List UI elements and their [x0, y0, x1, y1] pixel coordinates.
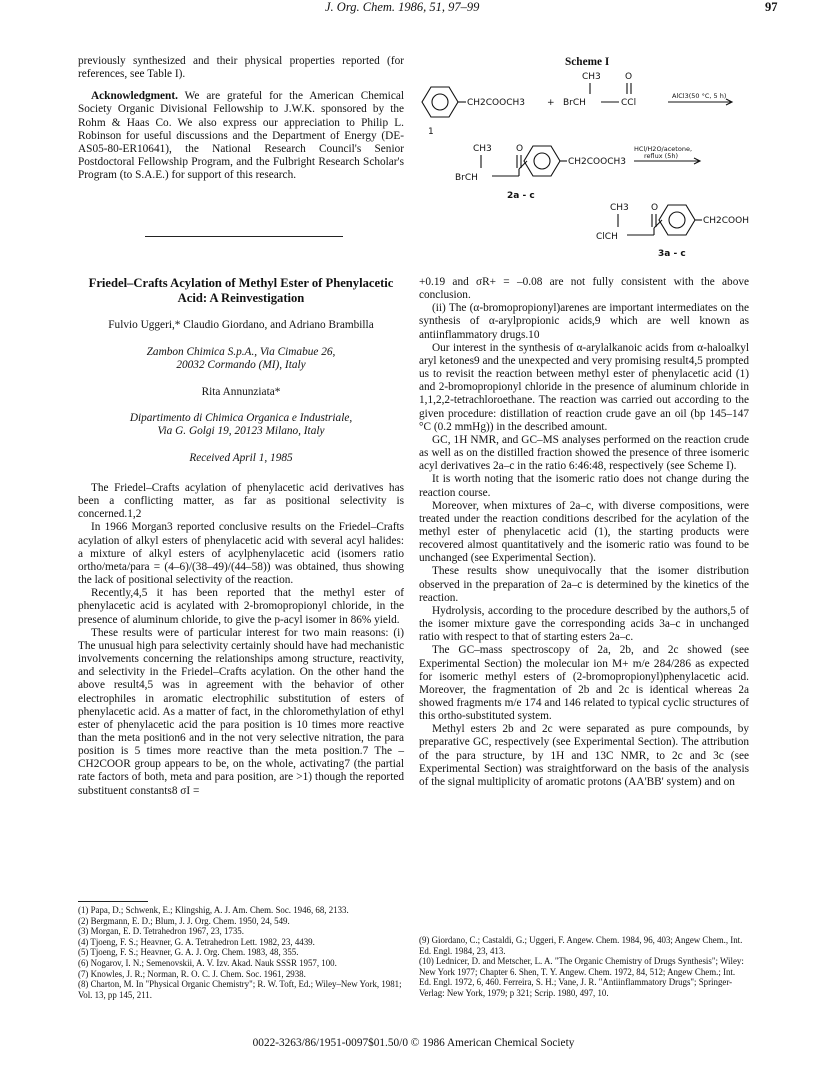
- paragraph: +0.19 and σR+ = –0.08 are not fully consistent with the above conclusion.: [419, 276, 749, 302]
- paragraph: Our interest in the synthesis of α-arylalkanoic acids from α-haloalkyl aryl ketones9 and the unexpected and very promising result4,5 prompted us to revisit the reaction between methyl ester of phenylacetic acid (1) and 2-bromopropionyl chloride in the presence of aluminum chloride in 1,1,2,2-tetrachloroethane. The reaction was carried out according to the given procedure: distillation of reaction crude gave an oil (bp 145–147 °C (0.2 mmHg)) in the described amount.: [419, 341, 749, 433]
- authors: Fulvio Uggeri,* Claudio Giordano, and Adriano Brambilla: [108, 319, 374, 331]
- previous-article-end: [78, 55, 404, 182]
- ester-group-1: CH2COOCH3: [467, 98, 526, 108]
- reference: (10) Lednicer, D. and Metscher, L. A. "The Organic Chemistry of Drugs Synthesis"; Wiley: New York 1977; Chapter 6. Shen, T. Y. Angew. Chem. 1972, 84, 512; Angew Chem.; Int. Ed. Engl. 1972, 6, 460. Ferreira, S. H.; Vane, J. R. "Antiinflammatory Drugs"; Springer-Verlag: New York, 1979; p 321; Scrip. 1980, 497, 10.: [419, 956, 744, 998]
- affiliation-2-line-2: Via G. Golgi 19, 20123 Milano, Italy: [157, 425, 325, 437]
- benzene-ring-1: [422, 87, 458, 117]
- paragraph: Moreover, when mixtures of 2a–c, with diverse compositions, were treated under the reaction conditions described for the acylation of the methyl ester of phenylacetic acid (1), the starting products were recovered almost quantitatively and the isomeric ratio was found to be unchanged (see Experimental Section).: [419, 499, 749, 565]
- acknowledgment: [78, 90, 404, 182]
- acknowledgment-label: Acknowledgment.: [91, 90, 178, 103]
- paragraph: In 1966 Morgan3 reported conclusive results on the Friedel–Crafts acylation of alkyl esters of phenylacetic acid with several acyl halides: a mixture of alkyl esters of acylphenylacetic acid (isomers ratio ortho/meta/para = (4–6)/(38–49)/(44–58)) was obtained, thus showing the lack of positional selectivity of the reaction.: [78, 521, 404, 587]
- reference: (8) Charton, M. In "Physical Organic Chemistry"; R. W. Toft, Ed.; Wiley–New York, 1981; Vol. 13, pp 145, 211.: [78, 979, 402, 1000]
- reference: (3) Morgan, E. D. Tetrahedron 1967, 23, 1735.: [78, 926, 244, 937]
- journal-citation: J. Org. Chem. 1986, 51, 97–99: [325, 0, 480, 14]
- footnote-rule: [78, 901, 148, 902]
- reaction-scheme: [420, 66, 760, 270]
- paragraph: GC, 1H NMR, and GC–MS analyses performed on the reaction crude as well as on the distilled fraction showed the presence of three isomeric acyl derivatives 2a–c in the ratio 6:46:48, respectively (see Scheme I).: [419, 433, 749, 473]
- affiliation-1-line-2: 20032 Cormando (MI), Italy: [176, 359, 306, 371]
- benzene-ring-3: [659, 205, 695, 235]
- paragraph: The Friedel–Crafts acylation of phenylacetic acid derivatives has been a conflicting matter, as far as positional selectivity is concerned.1,2: [78, 482, 404, 521]
- acid-group: CH2COOH: [703, 216, 749, 226]
- reference: (7) Knowles, J. R.; Norman, R. O. C. J. Chem. Soc. 1961, 2938.: [78, 968, 306, 979]
- compound-label-1: 1: [428, 127, 434, 137]
- methyl-label-2: CH3: [473, 144, 492, 154]
- paragraph: It is worth noting that the isomeric ratio does not change during the reaction course.: [419, 473, 749, 499]
- clch-label: ClCH: [596, 232, 618, 242]
- scheme-title: Scheme I: [565, 56, 610, 68]
- body-left-column: [78, 482, 404, 798]
- reference: (1) Papa, D.; Schwenk, E.; Klingshig, A. J. Am. Chem. Soc. 1946, 68, 2133.: [78, 905, 349, 915]
- compound-label-3: 3a - c: [658, 249, 686, 259]
- paragraph: Recently,4,5 it has been reported that the methyl ester of phenylacetic acid is acylated with 2-bromopropionyl chloride, in the presence of aluminum chloride, to give the p-acyl isomer in 86% yield.: [78, 587, 404, 626]
- methyl-label-1: CH3: [582, 72, 601, 82]
- reference: (9) Giordano, C.; Castaldi, G.; Uggeri, F. Angew. Chem. 1984, 96, 403; Angew Chem., Int. Ed. Engl. 1984, 23, 413.: [419, 935, 743, 956]
- affiliation-1-line-1: Zambon Chimica S.p.A., Via Cimabue 26,: [146, 346, 336, 358]
- reference: (4) Tjoeng, F. S.; Heavner, G. A. Tetrahedron Lett. 1982, 23, 4439.: [78, 936, 315, 947]
- benzene-ring-2: [524, 146, 560, 176]
- ccl-label: CCl: [621, 98, 637, 108]
- reference: (5) Tjoeng, F. S.; Heavner, G. A. J. Org. Chem. 1983, 48, 355.: [78, 947, 299, 958]
- oxygen-label-1: O: [625, 72, 633, 82]
- paragraph: (ii) The (α-bromopropionyl)arenes are important intermediates on the synthesis of α-arylpropionic acids,9 which are well known as antiinflammatory drugs.10: [419, 302, 749, 341]
- brch-label: BrCH: [455, 173, 478, 183]
- paragraph: These results were of particular interest for two main reasons: (i) The unusual high para selectivity certainly should have had mechanistic involvements concerning the relationships among structure, reactivity, and selectivity in the Friedel–Crafts acylation. On the other hand the above result4,5 was in agreement with the behavior of other electrophiles in aromatic electrophilic substitution of esters of phenylacetic acid. As a matter of fact, in the chloromethylation of ethyl ester of phenylacetic acid the para position is 10 times more reactive than the meta position6 and in the not very selective nitration, the para position is 5 times more reactive than the meta position.7 The –CH2COOR group appears to be, on the whole, activating7 (the partial rate factors of both, meta and para position, are >1) though the reported substituent constants8 σI =: [78, 626, 404, 797]
- methyl-label-3: CH3: [610, 203, 629, 213]
- plus-sign: +: [547, 98, 555, 108]
- reaction-condition-2b: reflux (5h): [644, 152, 678, 160]
- aromatic-circle-3: [669, 212, 685, 228]
- reaction-condition-1: AlCl3(50 °C, 5 h): [672, 92, 727, 100]
- page-footer: 0022-3263/86/1951-0097$01.50/0 © 1986 American Chemical Society: [252, 1037, 575, 1049]
- affiliation-2-line-1: Dipartimento di Chimica Organica e Industriale,: [129, 412, 353, 424]
- previous-article-text: previously synthesized and their physical properties reported (for references, see Table I).: [78, 55, 404, 81]
- references-right: [419, 935, 749, 999]
- reference: (6) Nogarov, I. N.; Semenovskii, A. V. Izv. Akad. Nauk SSSR 1957, 100.: [78, 957, 337, 968]
- acknowledgment-text: We are grateful for the American Chemical Society Organic Divisional Fellowship to J.W.K. sponsored by the Rohm & Haas Co. We also express our appreciation to Philip L. Robinson for useful discussions and the Department of Energy (DE-AS05-80-ER10641), the National Research Council's Senior Postdoctoral Fellowship Program, and the Fulbright Research Scholar's Program (to S.A.E.) for support of this research.: [78, 90, 404, 182]
- ester-group-2: CH2COOCH3: [568, 157, 627, 167]
- body-right-column: [419, 276, 749, 789]
- compound-label-2: 2a - c: [507, 191, 535, 201]
- oxygen-label-2: O: [516, 144, 524, 154]
- article-separator: [145, 236, 343, 237]
- aromatic-circle-1: [432, 94, 448, 110]
- bromopropionyl-chloride: BrCH: [563, 98, 586, 108]
- page-number: 97: [765, 0, 778, 14]
- article-title: Friedel–Crafts Acylation of Methyl Ester of Phenylacetic Acid: A Reinvestigation: [88, 276, 394, 305]
- aromatic-circle-2: [534, 153, 550, 169]
- references-left: [78, 905, 404, 1000]
- paragraph: Hydrolysis, according to the procedure described by the authors,5 of the isomer mixture gave the corresponding acids 3a–c in unchanged ratio with respect to that of starting esters 2a–c.: [419, 604, 749, 644]
- received-date: Received April 1, 1985: [189, 452, 293, 464]
- paragraph: These results show unequivocally that the isomer distribution observed in the preparation of 2a–c is determined by the kinetics of the reaction.: [419, 565, 749, 604]
- author-2: Rita Annunziata*: [201, 386, 281, 398]
- page-header: [0, 0, 827, 20]
- reaction-condition-2a: HCl/H2O/acetone,: [634, 145, 693, 153]
- oxygen-label-3: O: [651, 203, 659, 213]
- paragraph: The GC–mass spectroscopy of 2a, 2b, and 2c showed (see Experimental Section) the molecular ion M+ m/e 284/286 as expected for isomeric methyl esters of (2-bromopropionyl)phenylacetic acid. Moreover, the fragmentation of 2b and 2c is identical whereas 2a showed fragments m/e 174 and 146 related to typical cyclic structures of this ortho-substituted system.: [419, 644, 749, 723]
- paragraph: Methyl esters 2b and 2c were separated as pure compounds, by preparative GC, respectively (see Experimental Section). The attribution of the para structure, by 1H and 13C NMR, to 2c and 3c (see Experimental Section) was straightforward on the basis of the analysis of the signal multiplicity of aromatic protons (AA'BB' system) and on: [419, 723, 749, 788]
- reference: (2) Bergmann, E. D.; Blum, J. J. Org. Chem. 1950, 24, 549.: [78, 915, 290, 926]
